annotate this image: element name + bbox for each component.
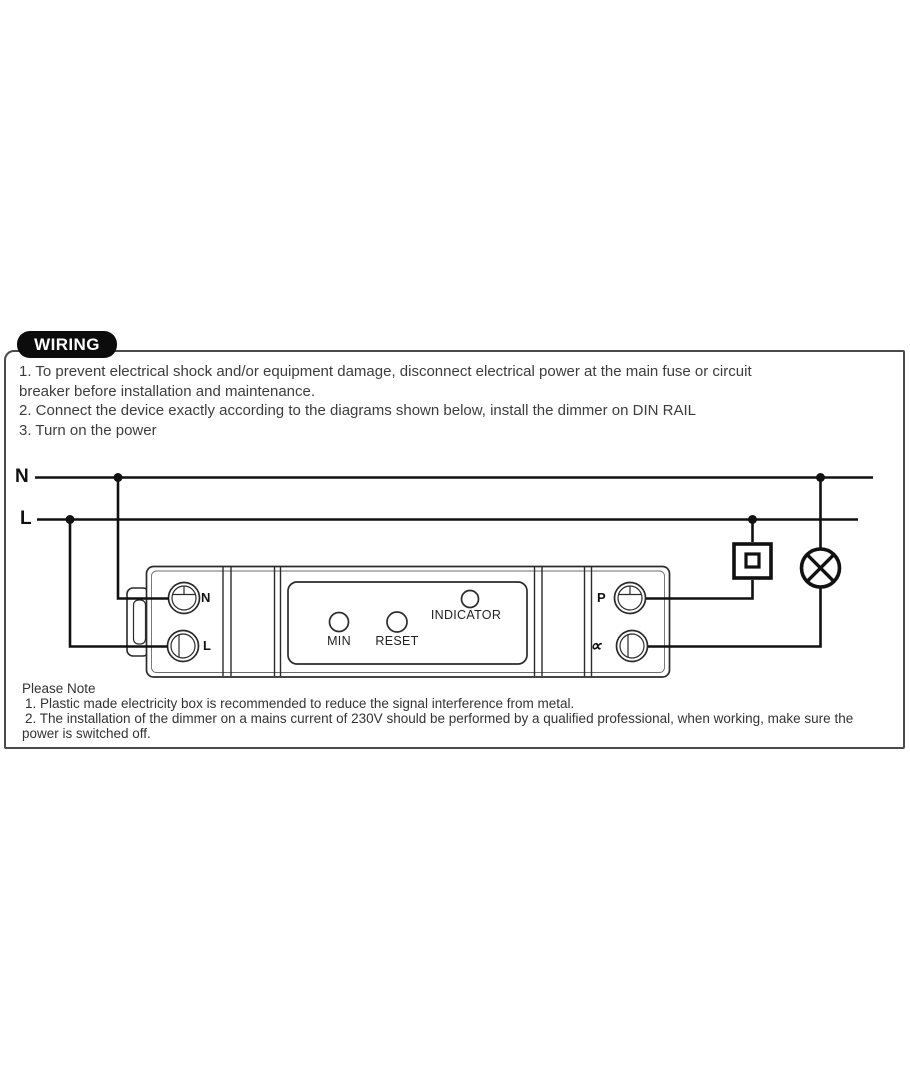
junction-dot — [816, 473, 825, 482]
indicator-led-circle — [462, 591, 479, 608]
junction-dot — [748, 515, 757, 524]
note-line: 2. The installation of the dimmer on a mains current of 230V should be performed by a qualified professional, when working, make sure the — [25, 711, 854, 726]
terminal-p-label: P — [597, 590, 606, 605]
indicator-label: INDICATOR — [430, 608, 502, 622]
min-button-label: MIN — [327, 634, 351, 648]
instruction-line: 3. Turn on the power — [19, 421, 157, 439]
terminal-n-label: N — [201, 590, 211, 605]
wiring-diagram — [0, 450, 910, 690]
junction-dots — [66, 473, 826, 524]
lamp-to-dim-wire — [648, 587, 821, 647]
terminal-l-label: L — [203, 638, 211, 653]
dimmer-device-body — [147, 567, 670, 678]
terminal-dim-label: ∝ — [590, 638, 602, 655]
switch-icon — [734, 544, 771, 578]
junction-dot — [66, 515, 75, 524]
section-badge-label: WIRING — [34, 334, 100, 354]
note-line: power is switched off. — [22, 726, 151, 741]
live-bus-label: L — [20, 508, 32, 529]
instruction-line: breaker before installation and maintenance. — [19, 382, 316, 400]
instruction-line: 2. Connect the device exactly according to the diagrams shown below, install the dimmer on DIN RAIL — [19, 402, 697, 419]
reset-button-circle — [387, 612, 407, 632]
reset-button-label: RESET — [375, 634, 419, 648]
notes-block — [22, 681, 896, 741]
terminal-n — [169, 583, 200, 614]
instructions-block — [19, 362, 891, 440]
lamp-icon — [802, 549, 840, 587]
section-badge-wiring — [17, 331, 117, 358]
terminal-l — [168, 631, 199, 662]
neutral-bus-label: N — [15, 466, 29, 487]
terminal-dim-output — [617, 631, 648, 662]
note-line: 1. Plastic made electricity box is recommended to reduce the signal interference from metal. — [25, 696, 575, 711]
instruction-line: 1. To prevent electrical shock and/or equipment damage, disconnect electrical power at the main fuse or circuit — [19, 363, 752, 380]
min-button-circle — [330, 613, 349, 632]
notes-title: Please Note — [22, 681, 96, 696]
junction-dot — [114, 473, 123, 482]
terminal-p — [615, 583, 646, 614]
